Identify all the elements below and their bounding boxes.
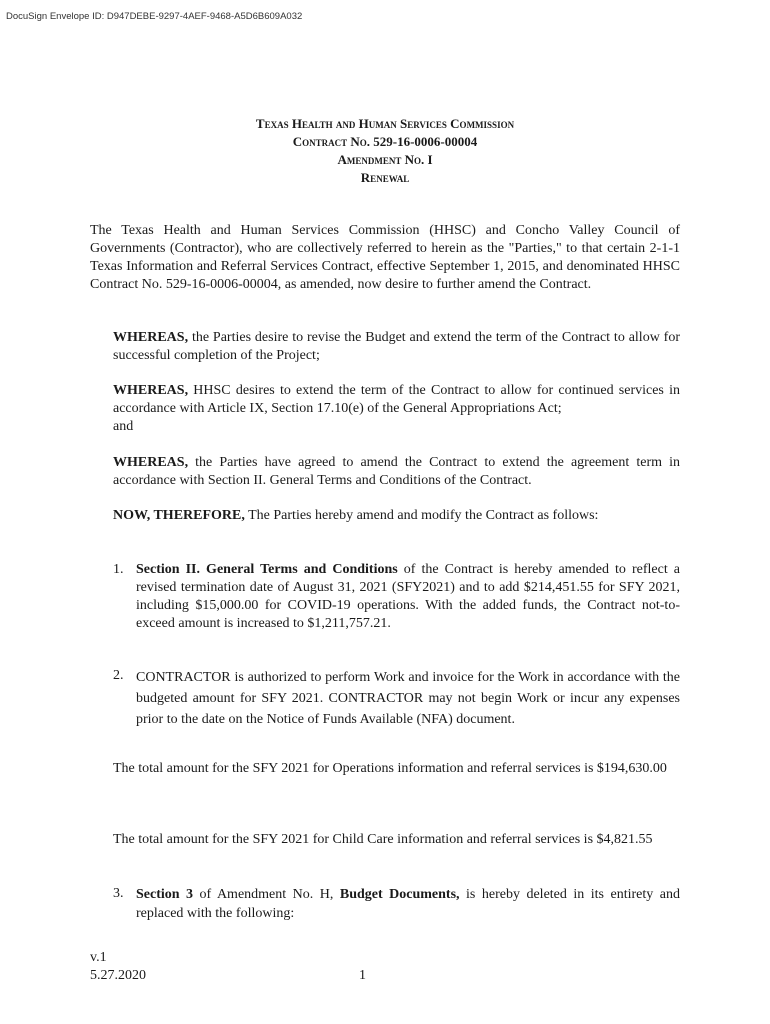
total-operations-paragraph: The total amount for the SFY 2021 for Operations information and referral services is $194,630.00	[113, 761, 667, 776]
whereas-paragraph-1	[113, 329, 680, 365]
whereas-text: HHSC desires to extend the term of the Contract to allow for continued services in accordance with Article IX, Section 17.10(e) of the General Appropriations Act;	[113, 383, 680, 416]
whereas-lead: WHEREAS,	[113, 330, 189, 345]
item-1-text: of the Contract is hereby amended to reflect a revised termination date of August 31, 2021 (SFY2021) and to add $214,451.55 for SFY 2021, including $15,000.00 for COVID-19 operations. With the added funds, the Contract not-to-exceed amount is increased to $1,211,757.21.	[136, 562, 680, 631]
list-item-2: CONTRACTOR is authorized to perform Work and invoice for the Work in accordance with the budgeted amount for SFY 2021. CONTRACTOR may not begin Work or incur any expenses prior to the date on the Notice of Funds Available (NFA) document.	[136, 670, 680, 727]
now-therefore-lead: NOW, THEREFORE,	[113, 508, 245, 523]
docusign-envelope-id: DocuSign Envelope ID: D947DEBE-9297-4AEF-9468-A5D6B609A032	[6, 11, 303, 22]
page-number: 1	[359, 968, 366, 983]
whereas-and: and	[113, 419, 134, 434]
title-contract-number: Contract No. 529-16-0006-00004	[292, 134, 478, 149]
footer-version: v.1	[90, 950, 107, 965]
whereas-lead: WHEREAS,	[113, 455, 189, 470]
whereas-paragraph-3	[113, 454, 680, 490]
whereas-text: the Parties desire to revise the Budget and extend the term of the Contract to allow for successful completion of the Project;	[113, 330, 680, 363]
list-number-3: 3.	[113, 886, 124, 901]
list-item-3	[136, 885, 680, 923]
item-1-lead: Section II. General Terms and Conditions	[136, 562, 398, 577]
footer-date: 5.27.2020	[90, 968, 146, 983]
list-item-1	[136, 561, 680, 633]
title-agency: Texas Health and Human Services Commission	[255, 116, 515, 131]
item-3-lead-section: Section 3	[136, 887, 194, 902]
list-number-1: 1.	[113, 562, 124, 577]
now-therefore-text: The Parties hereby amend and modify the Contract as follows:	[244, 508, 599, 523]
item-3-text-1: of Amendment No. H,	[193, 887, 340, 902]
item-3-lead-budget: Budget Documents,	[339, 887, 460, 902]
whereas-lead: WHEREAS,	[113, 383, 189, 398]
whereas-paragraph-2	[113, 382, 680, 436]
total-childcare-paragraph: The total amount for the SFY 2021 for Child Care information and referral services is $4,821.55	[113, 832, 653, 847]
now-therefore-paragraph	[113, 507, 680, 525]
list-number-2: 2.	[113, 668, 124, 683]
whereas-text: the Parties have agreed to amend the Contract to extend the agreement term in accordance with Section II. General Terms and Conditions of the Contract.	[113, 455, 680, 488]
title-amendment: Amendment No. I	[337, 152, 433, 167]
document-title	[0, 115, 770, 187]
intro-paragraph: The Texas Health and Human Services Commission (HHSC) and Concho Valley Council of Governments (Contractor), who are collectively referred to herein as the "Parties," to that certain 2-1-1 Texas Information and Referral Services Contract, effective September 1, 2015, and denominated HHSC Contract No. 529-16-0006-00004, as amended, now desire to further amend the Contract.	[90, 223, 680, 292]
item-3-text-2: is hereby deleted in its entirety and replaced with the following:	[136, 887, 680, 921]
title-renewal: Renewal	[360, 170, 410, 185]
